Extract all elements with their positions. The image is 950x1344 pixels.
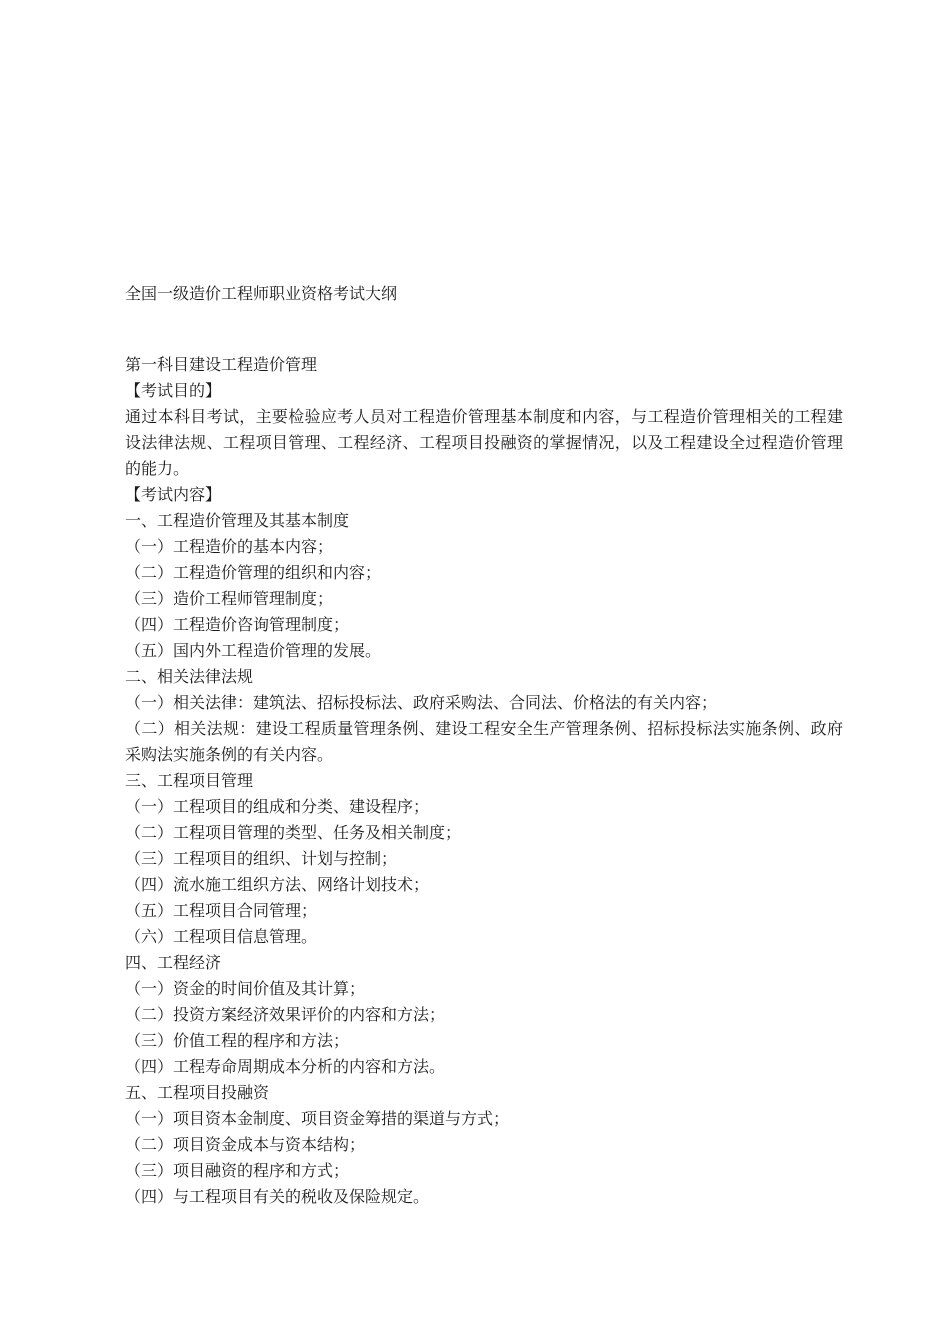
section-item: （二）项目资金成本与资本结构； (125, 1135, 366, 1154)
section-item: （四）工程造价咨询管理制度； (125, 615, 350, 634)
section-item: （一）工程造价的基本内容； (125, 537, 334, 556)
section-item: （三）项目融资的程序和方式； (125, 1161, 350, 1180)
section-item: （一）项目资本金制度、项目资金筹措的渠道与方式； (125, 1109, 510, 1128)
section-title: 一、工程造价管理及其基本制度 (125, 511, 350, 530)
section-item: （四）流水施工组织方法、网络计划技术； (125, 875, 430, 894)
section-item: （五）工程项目合同管理； (125, 901, 318, 920)
section-title: 五、工程项目投融资 (125, 1083, 270, 1102)
section-item: （三）造价工程师管理制度； (125, 589, 334, 608)
document-body (125, 352, 843, 1210)
section-item: （二）相关法规：建设工程质量管理条例、建设工程安全生产管理条例、招标投标法实施条例、政府采购法实施条例的有关内容。 (125, 719, 843, 764)
section-item: （四）与工程项目有关的税收及保险规定。 (125, 1187, 430, 1206)
section-title: 二、相关法律法规 (125, 667, 254, 686)
section-item: （六）工程项目信息管理。 (125, 927, 318, 946)
subject-heading: 第一科目建设工程造价管理 (125, 355, 318, 374)
section-item: （五）国内外工程造价管理的发展。 (125, 641, 382, 660)
section-item: （二）投资方案经济效果评价的内容和方法； (125, 1005, 446, 1024)
objective-heading: 【考试目的】 (125, 381, 222, 400)
section-title: 三、工程项目管理 (125, 771, 254, 790)
section-item: （二）工程造价管理的组织和内容； (125, 563, 382, 582)
section-item: （一）相关法律：建筑法、招标投标法、政府采购法、合同法、价格法的有关内容； (125, 693, 718, 712)
section-title: 四、工程经济 (125, 953, 222, 972)
section-item: （一）资金的时间价值及其计算； (125, 979, 366, 998)
content-heading: 【考试内容】 (125, 485, 222, 504)
section-item: （四）工程寿命周期成本分析的内容和方法。 (125, 1057, 446, 1076)
section-item: （一）工程项目的组成和分类、建设程序； (125, 797, 430, 816)
section-item: （三）工程项目的组织、计划与控制； (125, 849, 398, 868)
section-item: （三）价值工程的程序和方法； (125, 1031, 350, 1050)
document-title: 全国一级造价工程师职业资格考试大纲 (125, 284, 398, 303)
objective-paragraph: 通过本科目考试，主要检验应考人员对工程造价管理基本制度和内容，与工程造价管理相关的工程建设法律法规、工程项目管理、工程经济、工程项目投融资的掌握情况，以及工程建设全过程造价管理的能力。 (125, 407, 843, 478)
section-item: （二）工程项目管理的类型、任务及相关制度； (125, 823, 462, 842)
